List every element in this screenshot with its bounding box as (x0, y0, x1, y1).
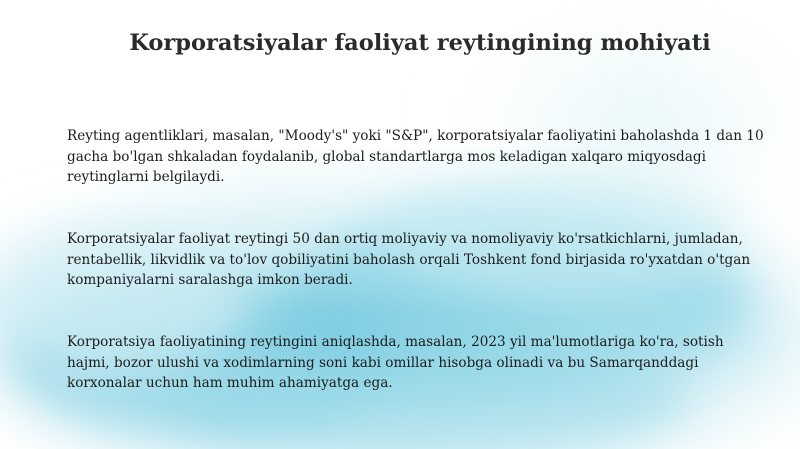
paragraph-rating-indicators: Korporatsiyalar faoliyat reytingi 50 dan ortiq moliyaviy va nomoliyaviy ko'rsatkichlarni, jumladan, rentabellik, likvidlik va to'lov qobiliyatini baholash orqali Toshkent fond birjasida ro'yxatdan o'tgan kompaniyalarni saralashga imkon beradi. (67, 231, 751, 288)
paragraph-rating-agencies: Reyting agentliklari, masalan, "Moody's" yoki "S&P", korporatsiyalar faoliyatini baholashda 1 dan 10 gacha bo'lgan shkaladan foydalanib, global standartlarga mos keladigan xalqaro miqyosdagi reytinglarni belgilaydi. (67, 128, 764, 185)
paragraph-rating-factors: Korporatsiya faoliyatining reytingini aniqlashda, masalan, 2023 yil ma'lumotlariga ko'ra, sotish hajmi, bozor ulushi va xodimlarning soni kabi omillar hisobga olinadi va bu Samarqanddagi korxonalar uchun ham muhim ahamiyatga ega. (67, 334, 724, 391)
slide-title: Korporatsiyalar faoliyat reytingining mohiyati (129, 30, 711, 56)
